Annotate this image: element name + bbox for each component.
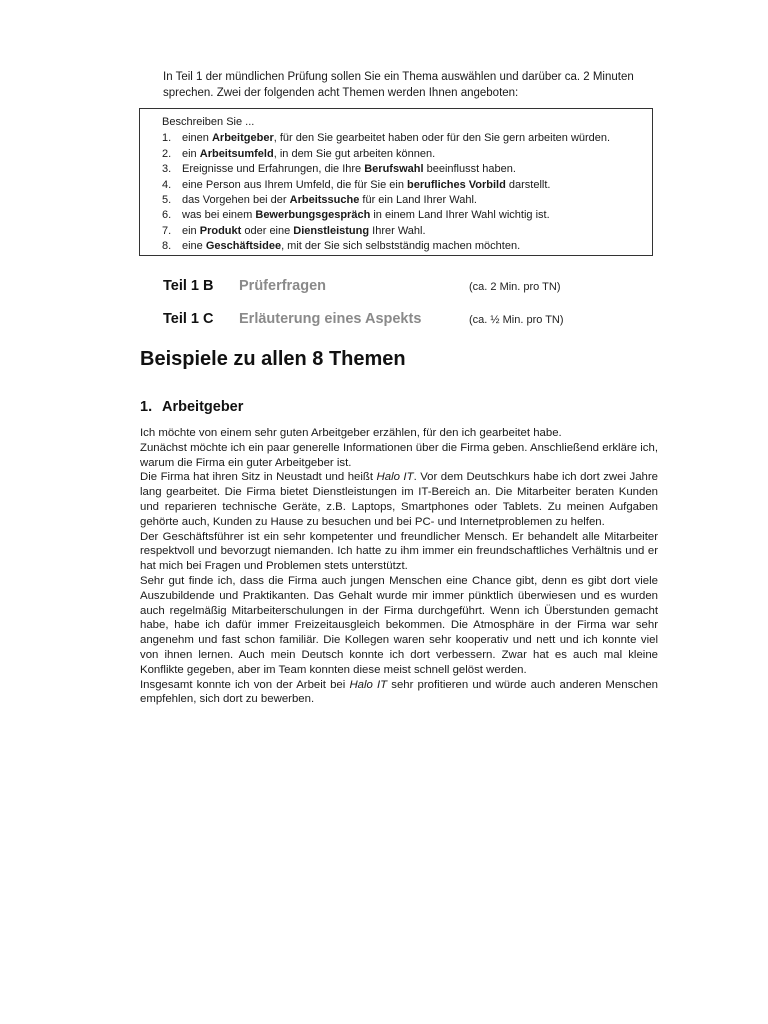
paragraph: Ich möchte von einem sehr guten Arbeitgeber erzählen, für den ich gearbeitet habe. (140, 427, 562, 439)
teil-1b-row (163, 278, 663, 298)
paragraph: Der Geschäftsführer ist ein sehr kompetenter und freundlicher Mensch. Er behandelt alle Mitarbeiter respektvoll und bevorzugt niemanden. Ich hatte zu ihm immer ein freundschaftliches Verhältnis und er hat mich bei Fragen und Problemen stets unterstützt. (140, 530, 658, 573)
intro-line-2: sprechen. Zwei der folgenden acht Themen werden Ihnen angeboten: (163, 87, 519, 99)
body-text (140, 426, 658, 707)
page-heading: Beispiele zu allen 8 Themen (140, 348, 406, 370)
teil-1b-time: (ca. 2 Min. pro TN) (469, 281, 561, 293)
section-title: Arbeitgeber (162, 399, 244, 415)
topics-box (139, 108, 653, 256)
intro-line-1: In Teil 1 der mündlichen Prüfung sollen Sie ein Thema auswählen und darüber ca. 2 Minuten (163, 71, 634, 83)
topics-lead: Beschreiben Sie ... (162, 116, 255, 128)
teil-1b-label: Teil 1 B (163, 278, 214, 294)
paragraph: Die Firma hat ihren Sitz in Neustadt und heißt Halo IT. Vor dem Deutschkurs habe ich dort zwei Jahre lang gearbeitet. Die Firma bietet Dienstleistungen im IT-Bereich an. Die Mitarbeiter beraten Kunden und reparieren technische Geräte, z.B. Laptops, Smartphones oder Tablets. Zu meinen Aufgaben gehörte auch, Kunden zu Hause zu besuchen und bei PC- und Internetproblemen zu helfen. (140, 471, 658, 528)
teil-1c-title: Erläuterung eines Aspekts (239, 311, 422, 327)
company-name: Halo IT (349, 678, 388, 691)
topic-item: 6. was bei einem Bewerbungsgespräch in einem Land Ihrer Wahl wichtig ist. (162, 209, 550, 222)
teil-1c-row (163, 311, 663, 331)
section-heading (140, 399, 243, 415)
teil-1c-time: (ca. ½ Min. pro TN) (469, 314, 564, 326)
topic-item: 7. ein Produkt oder eine Dienstleistung Ihrer Wahl. (162, 224, 426, 237)
section-number: 1. (140, 399, 153, 415)
topic-item: 5. das Vorgehen bei der Arbeitssuche für ein Land Ihrer Wahl. (162, 194, 477, 207)
topic-item: 4. eine Person aus Ihrem Umfeld, die für Sie ein berufliches Vorbild darstellt. (162, 178, 551, 191)
teil-1b-title: Prüferfragen (239, 278, 327, 294)
teil-1c-label: Teil 1 C (163, 311, 214, 327)
paragraph: Insgesamt konnte ich von der Arbeit bei Halo IT sehr profitieren und würde auch anderen Menschen empfehlen, sich dort zu bewerben. (140, 678, 658, 706)
topics-list (162, 131, 642, 254)
paragraph: Sehr gut finde ich, dass die Firma auch jungen Menschen eine Chance gibt, denn es gibt dort viele Auszubildende und Praktikanten. Das Gehalt wurde mir immer pünktlich überwiesen und es wurden auch regelmäßig Mitarbeiterschulungen in der Firma durchgeführt. Wenn ich Überstunden gemacht habe, habe ich dafür immer Freizeitausgleich bekommen. Die Atmosphäre in der Firma war sehr angenehm und fast schon familiär. Die Kollegen waren sehr kooperativ und nett und ich konnte viel von ihnen lernen. Auch mein Deutsch konnte ich dort verbessern. Zwar hat es auch mal kleine Konflikte gegeben, aber im Team konnten diese meist schnell gelöst werden. (140, 574, 658, 676)
paragraph: Zunächst möchte ich ein paar generelle Informationen über die Firma geben. Anschließend erkläre ich, warum die Firma ein guter Arbeitgeber ist. (140, 441, 658, 469)
company-name: Halo IT (376, 471, 414, 484)
topic-item: 2. ein Arbeitsumfeld, in dem Sie gut arbeiten können. (162, 147, 436, 160)
topic-item: 1. einen Arbeitgeber, für den Sie gearbeitet haben oder für den Sie gern arbeiten würden. (162, 132, 611, 145)
intro-text (163, 69, 663, 101)
topic-item: 8. eine Geschäftsidee, mit der Sie sich selbstständig machen möchten. (162, 240, 521, 253)
topic-item: 3. Ereignisse und Erfahrungen, die Ihre Berufswahl beeinflusst haben. (162, 163, 516, 176)
